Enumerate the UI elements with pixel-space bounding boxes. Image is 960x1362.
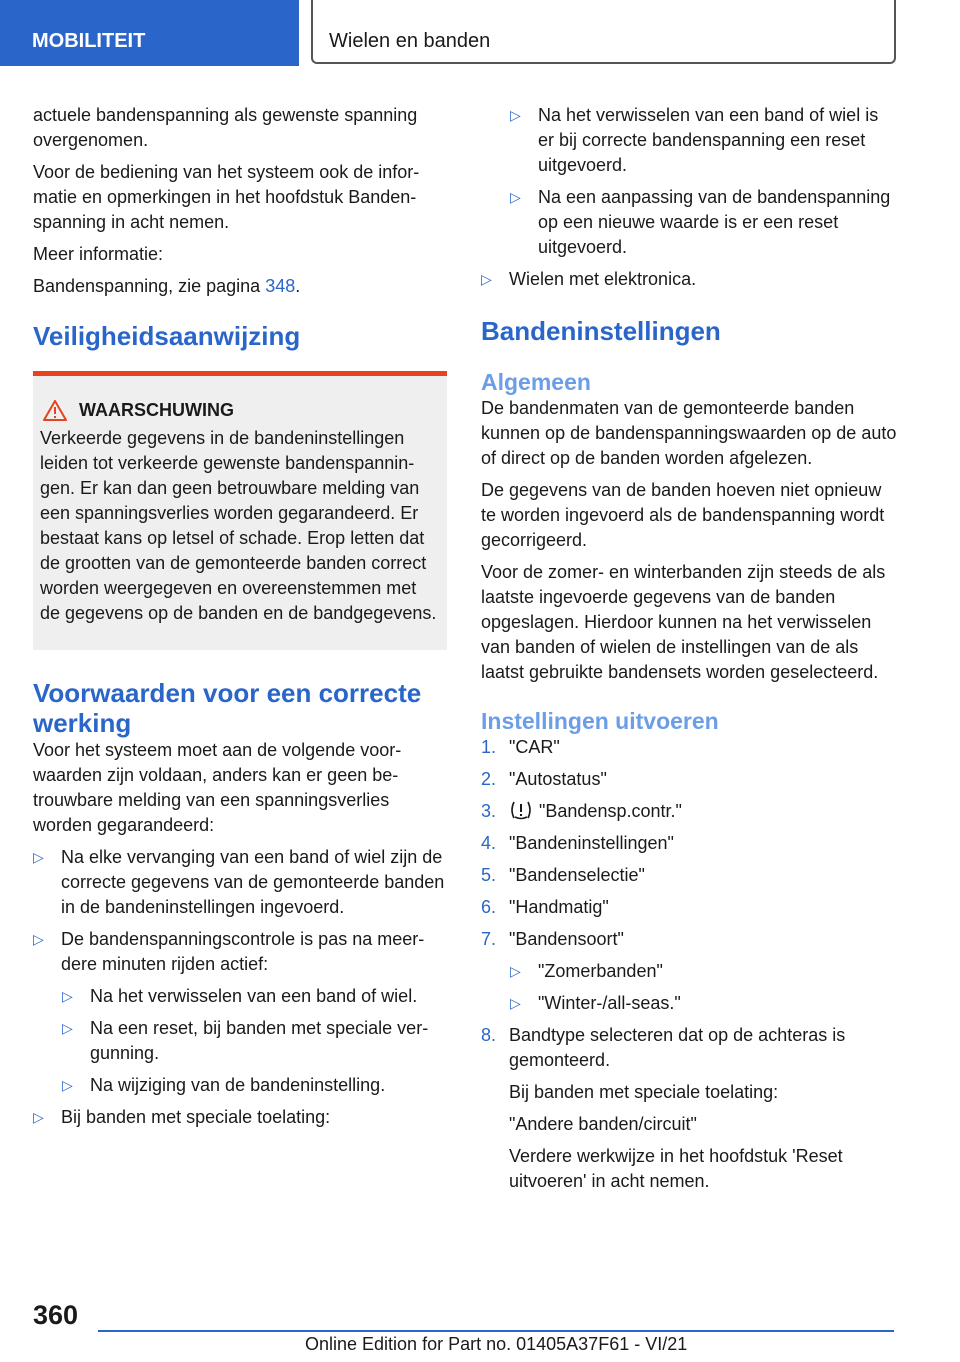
paragraph: Voor de bediening van het systeem ook de informatie en opmerkingen in het hoofdstuk Bandenspanning in acht nemen. (33, 162, 420, 232)
step-text: "Autostatus" (509, 769, 607, 789)
step-text: Bij banden met speciale toelating: (509, 1082, 779, 1102)
step-number: 6. (481, 897, 497, 917)
sub-list (510, 103, 897, 260)
list-item-text: "Zomerbanden" (538, 961, 663, 981)
triangle-right-icon: ▷ (481, 271, 492, 287)
list-item (510, 103, 897, 178)
list-item-text: Na het verwisselen van een band of wiel. (90, 986, 418, 1006)
list-item-text: Na het verwisselen van een band of wiel is er bij correcte bandenspanning een reset uitgevoerd. (538, 105, 879, 175)
warning-title (40, 398, 439, 422)
triangle-right-icon: ▷ (33, 931, 44, 947)
edition-note: Online Edition for Part no. 01405A37F61 - VI/21 (305, 1334, 688, 1354)
step-item (481, 1023, 897, 1201)
triangle-right-icon: ▷ (510, 189, 521, 205)
step-item (481, 799, 897, 824)
list-item-text: De bandenspanningscontrole is pas na meerdere minuten rijden actief: (61, 929, 425, 974)
list-item-text: Bij banden met speciale toelating: (61, 1107, 331, 1127)
step-text: "Bandensp.contr." (539, 801, 682, 821)
sub-list (62, 984, 445, 1098)
tire-pressure-icon (509, 800, 533, 820)
triangle-right-icon: ▷ (62, 988, 73, 1004)
triangle-right-icon: ▷ (33, 1109, 44, 1125)
step-number: 4. (481, 833, 497, 853)
list-item-text: Na een aanpassing van de bandenspanning op een nieuwe waarde is er een reset uitgevoerd. (538, 187, 891, 257)
step-text: "Handmatig" (509, 897, 609, 917)
footer-divider (98, 1330, 894, 1332)
heading-safety: Veiligheidsaanwijzing (33, 321, 301, 351)
warning-box (33, 371, 447, 650)
step-text: "Andere banden/circuit" (509, 1114, 697, 1134)
list-item-text: Wielen met elektronica. (509, 269, 697, 289)
page-link[interactable]: 348 (265, 276, 296, 296)
step-item (481, 927, 897, 952)
left-column (33, 103, 445, 1137)
list-item (510, 991, 897, 1016)
chapter-title: Wielen en banden (311, 0, 896, 64)
list-item (481, 267, 897, 292)
list-item-text: Na wijziging van de bandeninstelling. (90, 1075, 386, 1095)
list-item (62, 984, 445, 1009)
paragraph: actuele bandenspanning als gewenste spanning overgenomen. (33, 105, 418, 150)
list-item (33, 927, 445, 977)
step-text: "Bandeninstellingen" (509, 833, 674, 853)
triangle-right-icon: ▷ (510, 107, 521, 123)
section-tab: MOBILITEIT (0, 0, 299, 66)
step-text: Bandtype selecteren dat op de achteras is gemonteerd. (509, 1025, 846, 1070)
list-item-text: "Winter-/all-seas." (538, 993, 681, 1013)
step-item (481, 831, 897, 856)
triangle-right-icon: ▷ (510, 995, 521, 1011)
heading-general: Algemeen (481, 369, 591, 395)
step-text: "Bandenselectie" (509, 865, 645, 885)
list-item (62, 1016, 445, 1066)
list-item (510, 959, 897, 984)
paragraph: Meer informatie: (33, 244, 164, 264)
list-item (33, 1105, 445, 1130)
step-number: 3. (481, 801, 497, 821)
step-text: "CAR" (509, 737, 560, 757)
list-item (33, 845, 445, 920)
step-number: 5. (481, 865, 497, 885)
step-text: Verdere werkwijze in het hoofdstuk 'Reset uitvoeren' in acht nemen. (509, 1146, 843, 1191)
reference-end: . (295, 276, 301, 296)
step-text: "Bandensoort" (509, 929, 624, 949)
step-number: 2. (481, 769, 497, 789)
paragraph: Voor de zomer- en winterbanden zijn steeds de als laatste ingevoerde gegevens van de banden opgeslagen. Hierdoor kunnen na het verwisselen van banden of wielen de instellingen van de als laatst gebruikte bandensets worden geselecteerd. (481, 562, 886, 682)
reference-text: Bandenspanning, zie pagina (33, 276, 266, 296)
paragraph: De gegevens van de banden hoeven niet opnieuw te worden ingevoerd als de bandenspanning wordt gecorrigeerd. (481, 480, 885, 550)
paragraph: De bandenmaten van de gemonteerde banden kunnen op de bandenspanningswaarden op de auto of direct op de banden worden afgelezen. (481, 398, 897, 468)
heading-conditions: Voorwaarden voor een correcte werking (33, 678, 422, 738)
paragraph: Voor het systeem moet aan de volgende voorwaarden zijn voldaan, anders kan er geen betrouwbare melding van een spanningsverlies worden gegarandeerd: (33, 740, 402, 835)
list-item-text: Na een reset, bij banden met speciale vergunning. (90, 1018, 429, 1063)
triangle-right-icon: ▷ (62, 1020, 73, 1036)
triangle-right-icon: ▷ (62, 1077, 73, 1093)
sub-list (510, 959, 897, 1016)
list-item (62, 1073, 445, 1098)
triangle-right-icon: ▷ (33, 849, 44, 865)
step-number: 7. (481, 929, 497, 949)
step-content (509, 1023, 897, 1201)
page-number: 360 (33, 1300, 79, 1330)
warning-triangle-icon (43, 400, 67, 421)
step-item (481, 863, 897, 888)
right-column (481, 103, 897, 1201)
step-item (481, 767, 897, 792)
heading-apply-settings: Instellingen uitvoeren (481, 708, 719, 734)
list-item (510, 185, 897, 260)
list-item-text: Na elke vervanging van een band of wiel zijn de correcte gegevens van de gemonteerde banden in de bandeninstellingen ingevoerd. (61, 847, 445, 917)
triangle-right-icon: ▷ (510, 963, 521, 979)
step-number: 8. (481, 1025, 497, 1045)
step-content (509, 799, 897, 824)
page-header (0, 0, 960, 66)
step-number: 1. (481, 737, 497, 757)
paragraph-reference (33, 274, 445, 299)
warning-label: WAARSCHUWING (79, 400, 234, 420)
step-item (481, 735, 897, 760)
warning-text: Verkeerde gegevens in de bandeninstellingen leiden tot verkeerde gewenste bandenspanningen. Er kan dan geen betrouwbare melding van een spanningsverlies worden gegarandeerd. Er bestaat kans op letsel of schade. Erop letten dat de grootten van de gemonteerde banden correct worden weergegeven en overeenstemmen met de gegevens op de banden en de bandgegevens. (40, 428, 437, 623)
heading-tire-settings: Bandeninstellingen (481, 316, 721, 346)
step-item (481, 895, 897, 920)
